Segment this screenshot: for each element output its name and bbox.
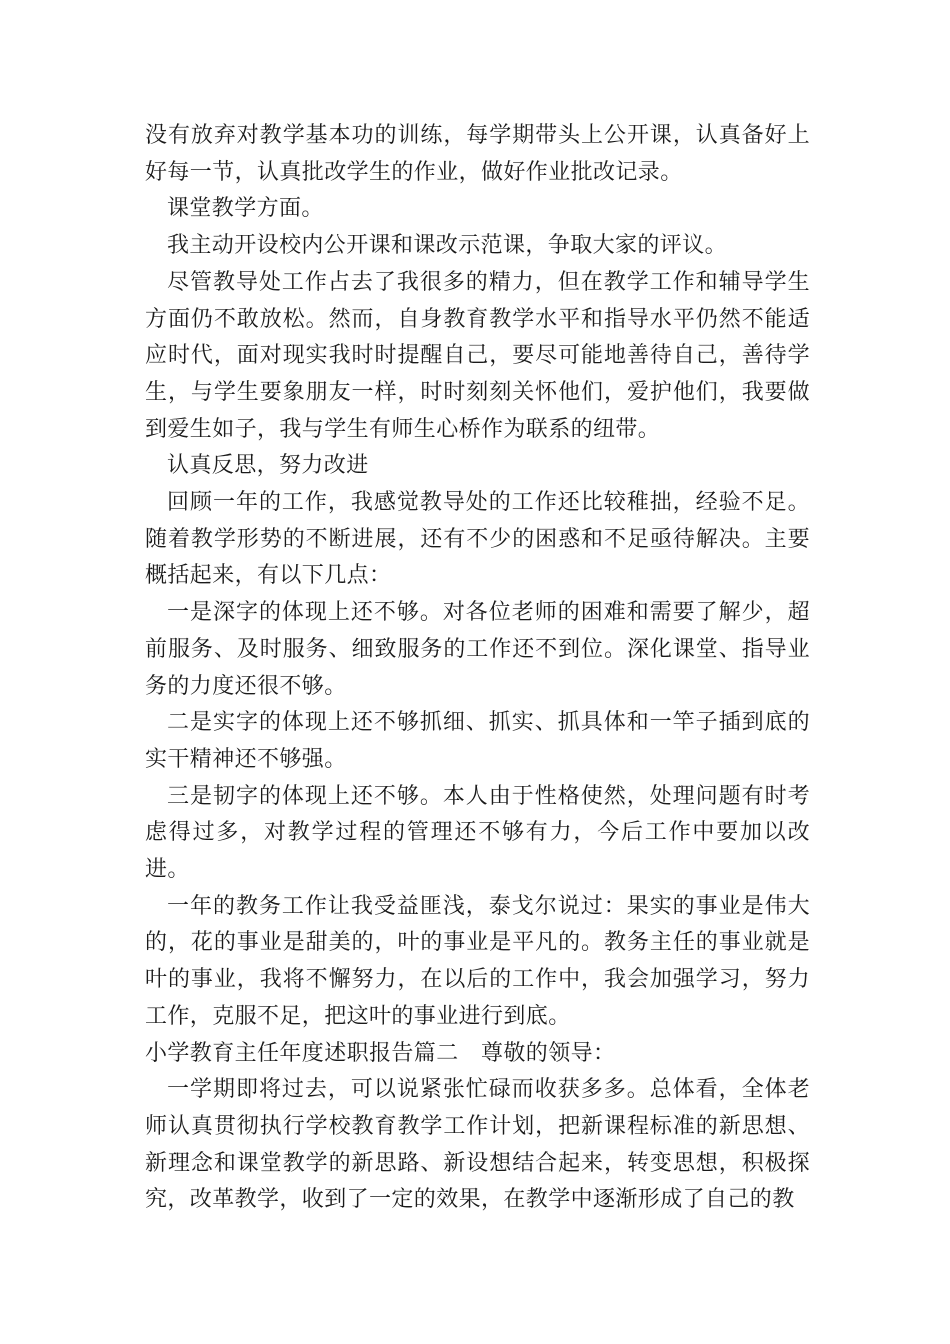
- paragraph-4: 尽管教导处工作占去了我很多的精力，但在教学工作和辅导学生方面仍不敢放松。然而，自身教育教学水平和指导水平仍然不能适应时代，面对现实我时时提醒自己，要尽可能地善待自己，善待学生，与学生要象朋友一样，时时刻刻关怀他们，爱护他们，我要做到爱生如子，我与学生有师生心桥作为联系的纽带。: [145, 269, 810, 442]
- paragraph-8: 二是实字的体现上还不够抓细、抓实、抓具体和一竿子插到底的实干精神还不够强。: [145, 710, 810, 772]
- paragraph-7: 一是深字的体现上还不够。对各位老师的困难和需要了解少，超前服务、及时服务、细致服务的工作还不到位。深化课堂、指导业务的力度还很不够。: [145, 600, 810, 699]
- paragraph-6: 回顾一年的工作，我感觉教导处的工作还比较稚拙，经验不足。随着教学形势的不断进展，还有不少的困惑和不足亟待解决。主要概括起来，有以下几点：: [145, 490, 810, 589]
- paragraph-12: 一学期即将过去，可以说紧张忙碌而收获多多。总体看，全体老师认真贯彻执行学校教育教学工作计划，把新课程标准的新思想、新理念和课堂教学的新思路、新设想结合起来，转变思想，积极探究，改革教学，收到了一定的效果，在教学中逐渐形成了自己的教: [145, 1077, 810, 1213]
- document-body: [145, 118, 810, 1219]
- paragraph-3: 我主动开设校内公开课和课改示范课，争取大家的评议。: [167, 233, 728, 259]
- paragraph-11: 小学教育主任年度述职报告篇二 尊敬的领导：: [145, 1040, 616, 1066]
- paragraph-5: 认真反思，努力改进: [167, 453, 369, 479]
- paragraph-10: 一年的教务工作让我受益匪浅，泰戈尔说过：果实的事业是伟大的，花的事业是甜美的，叶的事业是平凡的。教务主任的事业就是叶的事业，我将不懈努力，在以后的工作中，我会加强学习，努力工作，克服不足，把这叶的事业进行到底。: [145, 893, 810, 1029]
- paragraph-1: 没有放弃对教学基本功的训练，每学期带头上公开课，认真备好上好每一节，认真批改学生的作业，做好作业批改记录。: [145, 123, 810, 185]
- paragraph-9: 三是韧字的体现上还不够。本人由于性格使然，处理问题有时考虑得过多，对教学过程的管理还不够有力，今后工作中要加以改进。: [145, 783, 810, 883]
- paragraph-2: 课堂教学方面。: [167, 196, 324, 222]
